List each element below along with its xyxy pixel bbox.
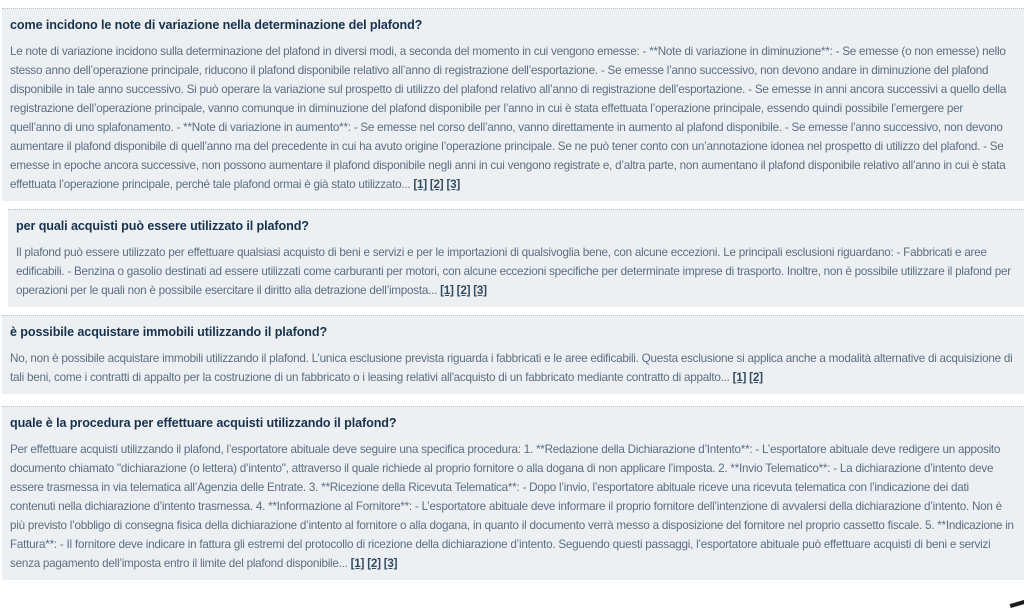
faq-answer-text-3: No, non è possibile acquistare immobili utilizzando il plafond. L’unica esclusione prevista riguarda i fabbricati e le aree edificabili. Questa esclusione si applica anche a modalità alternative di acquisizione di tali beni, come i contratti di appalto per la costruzione di un fabbricato o i leasing relativi all'acquisto di un fabbricato mediante contratto di appalto... [10,352,1013,384]
citation-link-2-3[interactable]: [3] [473,284,487,297]
faq-answer-text-2: Il plafond può essere utilizzato per effettuare qualsiasi acquisto di beni e servizi e per le importazioni di qualsivoglia bene, con alcune eccezioni. Le principali esclusioni riguardano: - Fabbricati e aree edificabili. - Benzina o gasolio destinati ad essere utilizzati come carburanti per motori, con alcune eccezioni specifiche per determinate imprese di trasporto. Inoltre, non è possibile utilizzare il plafond per operazioni per le quali non è possibile esercitare il diritto alla detrazione dell’imposta... [16,246,1011,297]
citation-link-2-1[interactable]: [1] [440,284,454,297]
faq-card-3 [2,315,1024,394]
faq-answer-2 [16,243,1014,300]
citation-link-3-2[interactable]: [2] [749,371,763,384]
faq-card-4 [2,406,1024,580]
faq-card-1 [2,8,1024,201]
citation-link-1-1[interactable]: [1] [413,178,427,191]
citation-link-4-3[interactable]: [3] [383,557,398,570]
citation-link-1-2[interactable]: [2] [429,178,444,191]
faq-answer-text-1: Le note di variazione incidono sulla determinazione del plafond in diversi modi, a seconda del momento in cui vengono emesse: - **Note di variazione in diminuzione**: - Se emesse (o non emesse) nello stesso anno dell’operazione principale, riducono il plafond disponibile relativo all’anno di registrazione dell’esportazione. - Se emesse l’anno successivo, non devono andare in diminuzione del plafond disponibile in tale anno successivo. Si può operare la variazione sul prospetto di utilizzo del plafond relativo all’anno di registrazione dell’esportazione. - Se emesse in anni ancora successivi a quello della registrazione dell’operazione principale, vanno comunque in diminuzione del plafond disponibile per l’anno in cui è stata effettuata l’operazione principale, essendo quindi possibile l’emergere per quell’anno di uno splafonamento. - **Note di variazione in aumento**: - Se emesse nel corso dell’anno, vanno direttamente in aumento al plafond disponibile. - Se emesse l’anno successivo, non devono aumentare il plafond disponibile di quell’anno ma del precedente in cui ha avuto origine l’operazione principale. Se ne può tener conto con un’annotazione idonea nel prospetto di utilizzo del plafond. - Se emesse in epoche ancora successive, non possono aumentare il plafond disponibile negli anni in cui vengono registrate e, d’altra parte, non aumentano il plafond disponibile relativo all’anno in cui è stata effettuata l’operazione principale, perché tale plafond ormai è già stato utilizzato... [10,45,1007,191]
faq-question-3: è possibile acquistare immobili utilizzando il plafond? [10,325,328,339]
faq-answer-4 [10,440,1014,573]
faq-answer-text-4: Per effettuare acquisti utilizzando il plafond, l’esportatore abituale deve seguire una specifica procedura: 1. **Redazione della Dichiarazione d’Intento**: - L’esportatore abituale deve redigere un apposito documento chiamato "dichiarazione (o lettera) d’intento", attraverso il quale richiede al proprio fornitore o alla dogana di non applicare l’imposta. 2. **Invio Telematico**: - La dichiarazione d’intento deve essere trasmessa in via telematica all’Agenzia delle Entrate. 3. **Ricezione della Ricevuta Telematica**: - Dopo l’invio, l’esportatore abituale riceve una ricevuta telematica con l’indicazione dei dati contenuti nella dichiarazione d’intento trasmessa. 4. **Informazione al Fornitore**: - L’esportatore abituale deve informare il proprio fornitore dell’intenzione di avvalersi della dichiarazione d’intento. Non è più previsto l’obbligo di consegna fisica della dichiarazione d’intento al fornitore o alla dogana, in quanto il documento verrà messo a disposizione del fornitore nel proprio cassetto fiscale. 5. **Indicazione in Fattura**: - Il fornitore deve indicare in fattura gli estremi del protocollo di ricezione della dichiarazione d’intento. Seguendo questi passaggi, l’esportatore abituale può effettuare acquisti di beni e servizi senza pagamento dell’imposta entro il limite del plafond disponibile... [10,443,1014,570]
mouse-cursor [1010,599,1024,608]
faq-card-2 [8,209,1024,307]
faq-answer-3 [10,349,1014,387]
faq-question-4: quale è la procedura per effettuare acquisti utilizzando il plafond? [10,416,397,430]
citation-link-4-2[interactable]: [2] [367,557,381,570]
faq-question-2: per quali acquisti può essere utilizzato il plafond? [16,219,309,233]
citation-link-3-1[interactable]: [1] [732,371,747,384]
citation-link-1-3[interactable]: [3] [446,178,460,191]
faq-answer-1 [10,42,1014,194]
faq-question-1: come incidono le note di variazione nella determinazione del plafond? [10,18,423,32]
citation-link-4-1[interactable]: [1] [350,557,365,570]
citation-link-2-2[interactable]: [2] [456,284,471,297]
